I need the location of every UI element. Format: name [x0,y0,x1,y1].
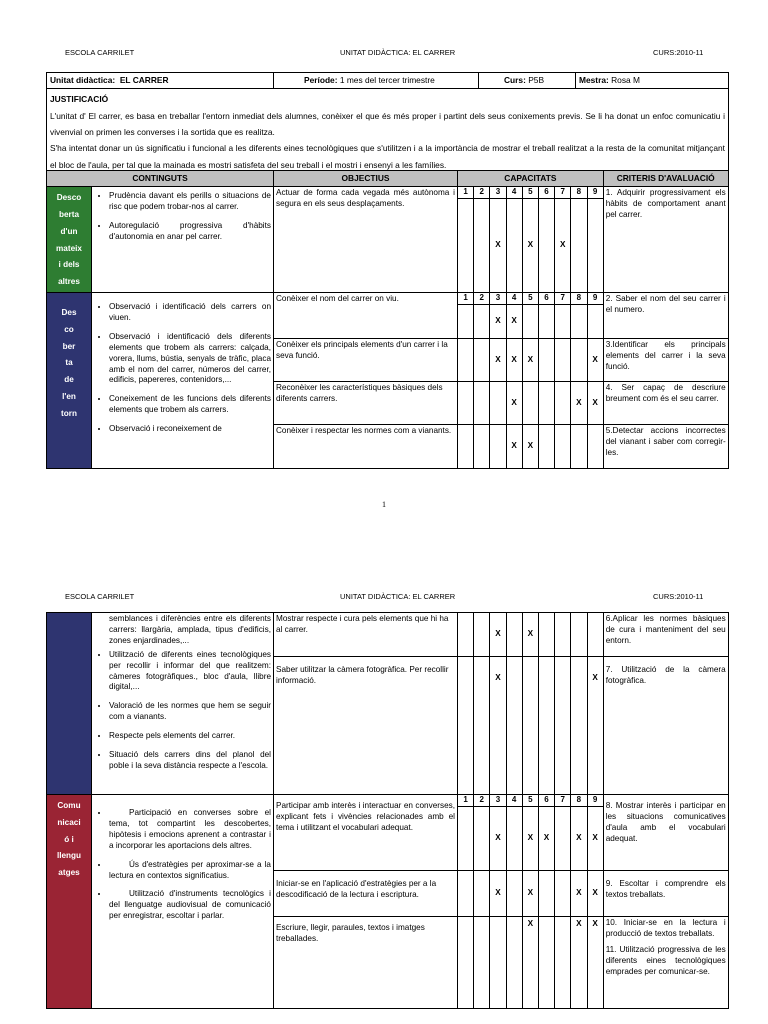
cap-number: 3 [490,293,506,305]
capacity-cell: X [506,425,522,469]
capacity-cell [538,425,554,469]
capacity-cell: X [522,425,538,469]
header-year: CURS:2010-11 [653,592,704,601]
list-item: • Participació en converses sobre el tema, tot compartint les descobertes, hipòtesis i emocions aprenent a contrastar i a incorporar les aportacions dels altres. [109,808,271,852]
list-item: • Observació i identificació dels diferents elements que trobem als carrers: calçada, vorera, llums, bústia, senyals de tràfic, placa amb el nom del carrer, números del carrer, edificis, papereres, contenidors,... [109,332,271,387]
capacity-cell [458,871,474,917]
capacity-cell [555,382,571,425]
header-school: ESCOLA CARRILET [65,592,135,601]
capacity-cell: X [490,199,506,293]
cap-number: 9 [587,293,603,305]
capacity-cell: X [571,917,587,1009]
area-label-descoberta-mateix: Desco berta d'un mateix i dels altres [47,187,92,293]
cap-number: 4 [506,293,522,305]
objectiu-10: Escriure, llegir, paraules, textos i imatges treballades. [274,917,458,1009]
capacity-cell [555,871,571,917]
capacity-cell [522,305,538,339]
capacity-cell: X [490,339,506,382]
capacity-cell: X [490,807,506,871]
capacity-cell [522,382,538,425]
capacity-cell [474,339,490,382]
cap-number: 9 [587,187,603,199]
capacity-cell: X [490,613,506,657]
capacity-cell: X [587,382,603,425]
criteri-3: 3.Identificar els principals elements del carrer i la seva funció. [603,339,728,382]
area-label-descoberta-entorn-cont [47,613,92,795]
list-item: • Observació i identificació dels carrers on viuen. [109,302,271,324]
unit-cell: Unitat didàctica: EL CARRER [47,73,274,89]
criteri-4: 4. Ser capaç de descriure breument com és el seu carrer. [603,382,728,425]
capacity-cell [474,917,490,1009]
capacity-cell [458,917,474,1009]
capacity-cell [538,382,554,425]
col-capacitats: CAPACITATS [458,171,604,187]
period-cell: Període: 1 mes del tercer trimestre [274,73,479,89]
objectiu-6: Mostrar respecte i cura pels elements que hi ha al carrer. [274,613,458,657]
capacity-cell: X [571,807,587,871]
criteri-1: 1. Adquirir progressivament els hàbits de comportament anant pel carrer. [603,187,728,293]
cap-number: 1 [458,795,474,807]
capacity-cell [538,613,554,657]
capacity-cell [474,807,490,871]
capacity-cell [555,613,571,657]
capacity-cell [587,425,603,469]
capacity-cell: X [522,199,538,293]
continguts-area1 [92,187,274,293]
cap-number: 8 [571,187,587,199]
objectiu-7: Saber utilitzar la càmera fotogràfica. Per recollir informació. [274,657,458,795]
cap-number: 6 [538,293,554,305]
capacity-cell [506,871,522,917]
capacity-cell: X [506,382,522,425]
capacity-cell [555,657,571,795]
list-item: • Situació dels carrers dins del planol del poble i la seva distància respecte a l'escola. [109,750,271,772]
list-item: • Coneixement de les funcions dels diferents elements que trobem als carrers. [109,394,271,416]
capacity-cell: X [490,657,506,795]
capacity-cell [506,657,522,795]
header-unit: UNITAT DIDÀCTICA: EL CARRER [340,592,456,601]
capacity-cell: X [522,871,538,917]
capacity-cell [474,199,490,293]
capacity-cell [522,657,538,795]
capacity-cell: X [587,807,603,871]
capacity-cell [506,613,522,657]
criteri-10-text: 10. Iniciar-se en la lectura i producció de textos treballats. [605,918,726,938]
capacity-cell [555,917,571,1009]
objectiu-5: Conèixer i respectar les normes com a vianants. [274,425,458,469]
cap-number: 3 [490,187,506,199]
capacity-cell: X [522,339,538,382]
capacity-cell [587,613,603,657]
capacity-cell [458,657,474,795]
cap-number: 1 [458,187,474,199]
capacity-cell [538,657,554,795]
info-table [46,72,729,176]
capacity-cell [458,339,474,382]
continguts-area2 [92,293,274,469]
col-continguts: CONTINGUTS [47,171,274,187]
capacity-cell: X [490,305,506,339]
col-objectius: OBJECTIUS [274,171,458,187]
capacity-cell [571,305,587,339]
capacity-cell [538,339,554,382]
criteri-5: 5.Detectar accions incorrectes del vianant i saber com corregir-les. [603,425,728,469]
criteri-10 [603,917,728,1009]
capacity-cell [458,199,474,293]
capacity-cell: X [587,339,603,382]
capacity-cell: X [587,657,603,795]
capacity-cell [506,917,522,1009]
area-label-comunicacio-llenguatges: Comu nicaci ó i llengu atges [47,795,92,1009]
capacity-cell [506,199,522,293]
capacity-cell: X [571,382,587,425]
justification [47,89,729,176]
cap-number: 3 [490,795,506,807]
cap-number: 6 [538,187,554,199]
objectiu-9: Iniciar-se en l'aplicació d'estratègies per a la descodificació de la lectura i escriptura. [274,871,458,917]
capacity-cell: X [571,871,587,917]
capacity-cell: X [587,917,603,1009]
cap-number: 4 [506,795,522,807]
capacity-cell [474,871,490,917]
cap-number: 2 [474,293,490,305]
cap-number: 9 [587,795,603,807]
capacity-cell: X [506,339,522,382]
list-item: • Utilització d'instruments tecnològics i del llenguatge audiovisual de comunicació per enregistrar, escoltar i parlar. [109,889,271,922]
capacity-cell [506,807,522,871]
cap-number: 1 [458,293,474,305]
capacity-cell [571,657,587,795]
capacity-cell [571,425,587,469]
capacity-cell: X [587,871,603,917]
criteri-6: 6.Aplicar les normes bàsiques de cura i manteniment del seu entorn. [603,613,728,657]
cap-number: 5 [522,293,538,305]
capacity-cell [474,382,490,425]
capacity-cell: X [490,871,506,917]
list-item: • Valoració de les normes que hem se seguir com a vianants. [109,701,271,723]
capacity-cell [587,305,603,339]
capacity-cell [587,199,603,293]
cap-number: 6 [538,795,554,807]
capacity-cell [490,382,506,425]
page-number: 1 [382,500,386,509]
criteri-11-text: 11. Utilització progressiva de les diferents eines tecnològiques emprades per comunicar-se. [605,944,726,976]
capacity-cell [474,613,490,657]
criteri-8: 8. Mostrar interès i participar en les situacions comunicatives d'aula amb el vocabulari adequat. [603,795,728,871]
cap-number: 7 [555,187,571,199]
teacher-cell: Mestra: Rosa M [576,73,729,89]
capacity-cell [490,425,506,469]
criteri-2: 2. Saber el nom del seu carrer i el numero. [603,293,728,339]
capacity-cell [474,657,490,795]
capacity-cell: X [538,807,554,871]
cap-number: 8 [571,293,587,305]
objectiu-1: Actuar de forma cada vegada més autònoma i segura en els seus desplaçaments. [274,187,458,293]
cap-number: 2 [474,795,490,807]
capacity-cell [571,199,587,293]
capacity-cell [555,425,571,469]
capacity-cell: X [506,305,522,339]
capacity-cell [490,917,506,1009]
capacity-cell [555,807,571,871]
area-label-descoberta-entorn: Des co ber ta de l'en torn [47,293,92,469]
cap-number: 7 [555,795,571,807]
capacity-cell [458,305,474,339]
capacity-cell [474,305,490,339]
objectiu-2: Conèixer el nom del carrer on viu. [274,293,458,339]
col-criteris: CRITERIS D'AVALUACIÓ [603,171,728,187]
criteri-9: 9. Escoltar i comprendre els textos treballats. [603,871,728,917]
main-table-page1 [46,170,729,469]
capacity-cell [571,339,587,382]
justification-title: JUSTIFICACIÓ [50,94,109,105]
capacity-cell [458,382,474,425]
main-table-page2 [46,612,729,1009]
cap-number: 5 [522,795,538,807]
capacity-cell [538,305,554,339]
capacity-cell [458,613,474,657]
capacity-cell [474,425,490,469]
continguts-area3 [92,795,274,1009]
header-unit: UNITAT DIDÀCTICA: EL CARRER [340,48,456,57]
list-item: semblances i diferències entre els diferents carrers: llargària, amplada, tipus d'edificis, zones enjardinades,... [109,614,271,645]
justification-p2: S'ha intentat donar un ús significatiu i funcional a les diferents eines tecnològiques que s'utilitzen i a la importància de mostrar el treball realitzat a la resta de la comunitat mitjançant el bloc de l'aula, per tal que la mainada es mostri satisfeta del seu treball i el mostri i ensenyi a les famílies. [50,143,725,170]
capacity-cell [555,339,571,382]
header-school: ESCOLA CARRILET [65,48,135,57]
continguts-top [92,613,274,795]
objectiu-3: Conèixer els principals elements d'un carrer i la seva funció. [274,339,458,382]
objectiu-4: Reconèixer les característiques bàsiques dels diferents carrers. [274,382,458,425]
capacity-cell: X [522,917,538,1009]
header-year: CURS:2010-11 [653,48,704,57]
cap-number: 4 [506,187,522,199]
capacity-cell [555,305,571,339]
justification-p1: L'unitat d' El carrer, es basa en treballar l'entorn inmediat dels alumnes, conèixer el que és més proper i partint dels seus conixements previs. Se li ha donat un enfoc comunicatiu i vivenvial on primen les converses i la sortida que es realitza. [50,110,725,137]
capacity-cell: X [555,199,571,293]
capacity-cell [538,871,554,917]
capacity-cell [458,425,474,469]
cap-number: 5 [522,187,538,199]
objectiu-8: Participar amb interès i interactuar en converses, explicant fets i vivències relacionades amb el tema i utilitzant el vocabulari adequat. [274,795,458,871]
capacity-cell [458,807,474,871]
list-item: • Utilització de diferents eines tecnològiques per recollir i informar del que realitzem: càmeres fotogràfiques., bloc d'aula, llibre digital,... [109,650,271,694]
cap-number: 7 [555,293,571,305]
capacity-cell: X [522,613,538,657]
list-item: • Ús d'estratègies per aproximar-se a la lectura en contextos significatius. [109,860,271,882]
list-item: • Prudència davant els perills o situacions de risc que podem trobar-nos al carrer. [109,191,271,213]
capacity-cell [571,613,587,657]
capacity-cell [538,199,554,293]
criteri-7: 7. Utilització de la càmera fotogràfica. [603,657,728,795]
cap-number: 8 [571,795,587,807]
list-item: • Autoregulació progressiva d'hàbits d'autonomia en anar pel carrer. [109,221,271,243]
list-item: • Respecte pels elements del carrer. [109,731,271,742]
course-cell: Curs: P5B [479,73,576,89]
capacity-cell: X [522,807,538,871]
capacity-cell [538,917,554,1009]
list-item: • Observació i reconeixement de [109,424,271,435]
cap-number: 2 [474,187,490,199]
